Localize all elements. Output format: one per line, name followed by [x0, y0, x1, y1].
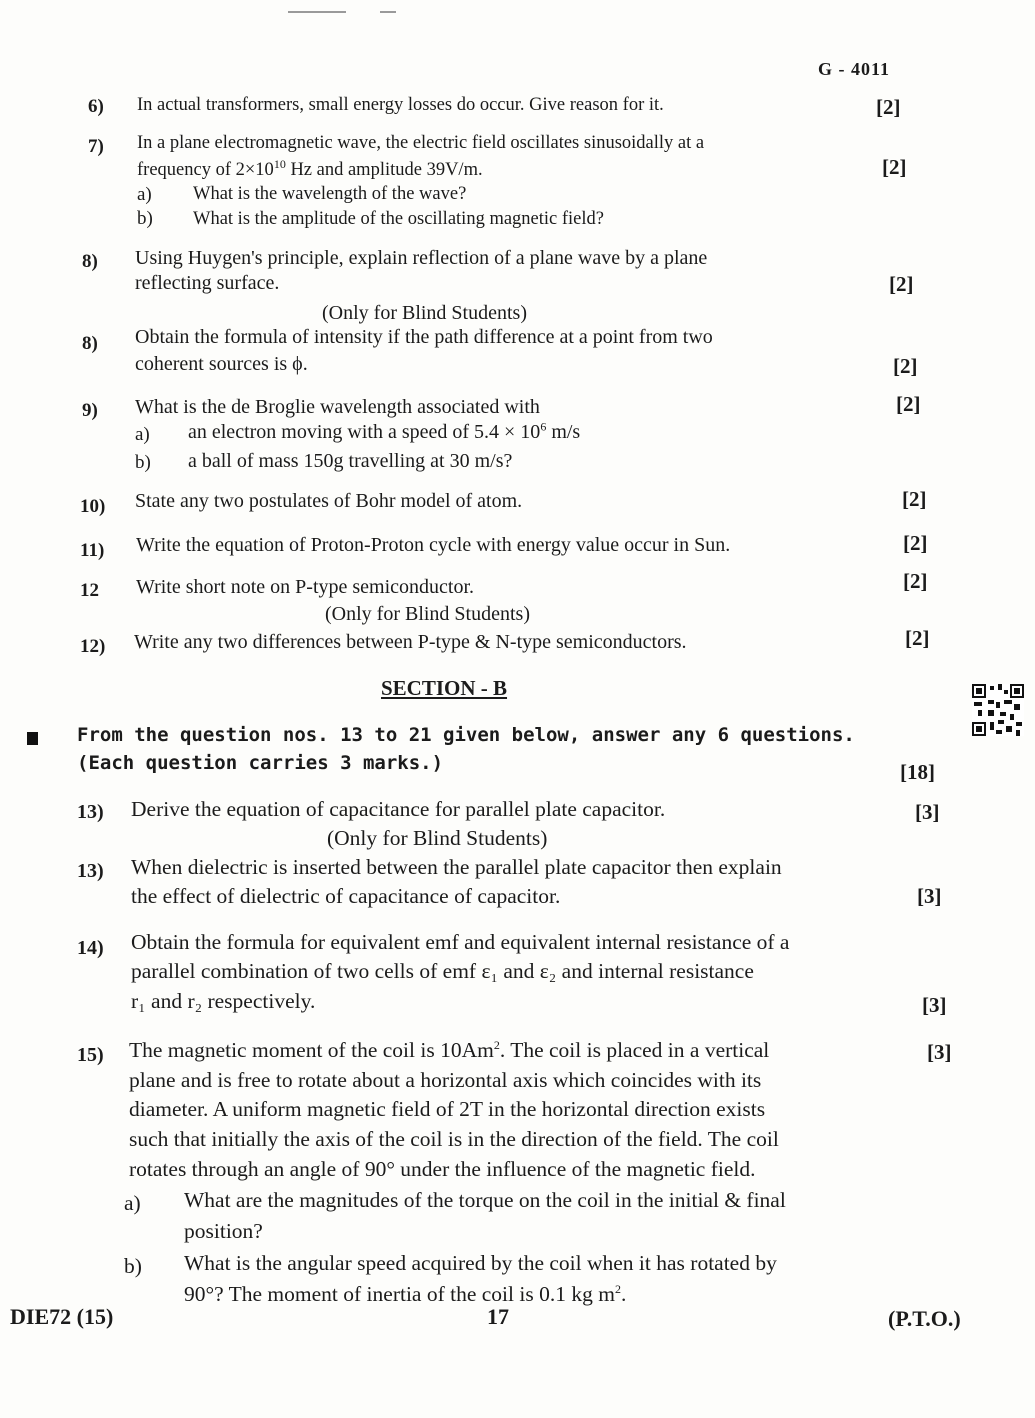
- question-number: 10): [80, 496, 106, 517]
- marks: [2]: [889, 272, 914, 296]
- question-number: 11): [80, 540, 105, 561]
- question-text-line-1: Obtain the formula of intensity if the path difference at a point from two: [135, 326, 713, 348]
- question-number: 9): [82, 400, 98, 421]
- question-text-line-1: When dielectric is inserted between the parallel plate capacitor then explain: [131, 855, 782, 879]
- question-text: In actual transformers, small energy losses do occur. Give reason for it.: [137, 95, 664, 115]
- blind-students-note: (Only for Blind Students): [322, 302, 527, 324]
- section-b-instruction: From the question nos. 13 to 21 given below, answer any 6 questions.: [77, 724, 855, 746]
- subpart-text-b-line-2: 90°? The moment of inertia of the coil is 0.1 kg $m^2$.: [184, 1281, 627, 1306]
- marks: [2]: [903, 569, 928, 593]
- question-number: 13): [77, 860, 104, 882]
- subpart-text-b: What is the amplitude of the oscillating magnetic field?: [193, 209, 604, 229]
- question-number: 6): [88, 96, 104, 117]
- top-rule-2: [380, 11, 396, 13]
- section-b-total-marks: [18]: [900, 760, 935, 784]
- question-number: 12): [80, 636, 106, 657]
- marks: [2]: [876, 95, 901, 119]
- question-text-line-2: coherent sources is ϕ.: [135, 353, 308, 375]
- footer-pto: (P.T.O.): [888, 1306, 961, 1331]
- question-number: 8): [82, 251, 98, 272]
- section-b-marks-note: (Each question carries 3 marks.): [77, 752, 444, 774]
- question-text-line-1: In a plane electromagnetic wave, the electric field oscillates sinusoidally at a: [137, 133, 705, 153]
- question-text: Derive the equation of capacitance for parallel plate capacitor.: [131, 797, 666, 821]
- marks: [3]: [922, 993, 947, 1017]
- question-text-line-3: r₁ and r₂ respectively.: [131, 989, 316, 1013]
- blind-students-note: (Only for Blind Students): [327, 826, 548, 850]
- subpart-label-a: a): [135, 424, 150, 445]
- section-b-title: SECTION - B: [381, 676, 508, 700]
- marks: [2]: [882, 155, 907, 179]
- question-text: State any two postulates of Bohr model of atom.: [135, 490, 523, 512]
- question-text: Write short note on P-type semiconductor.: [136, 576, 475, 598]
- subpart-text-b: a ball of mass 150g travelling at 30 m/s?: [188, 450, 513, 472]
- question-number: 15): [77, 1044, 104, 1066]
- question-text-line-2: the effect of dielectric of capacitance of capacitor.: [131, 884, 561, 908]
- question-number: 14): [77, 937, 104, 959]
- question-text: Write the equation of Proton-Proton cycle with energy value occur in Sun.: [136, 534, 731, 556]
- subpart-text-a: What is the wavelength of the wave?: [193, 184, 467, 204]
- question-text: What is the de Broglie wavelength associated with: [135, 396, 540, 418]
- question-number: 13): [77, 801, 104, 823]
- square-bullet-icon: [27, 732, 38, 745]
- subpart-text-a-line-2: position?: [184, 1219, 263, 1243]
- question-number: 12: [80, 580, 99, 601]
- question-number: 8): [82, 333, 98, 354]
- marks: [3]: [915, 800, 940, 824]
- question-text-line-2: parallel combination of two cells of emf ε₁ and ε₂ and internal resistance: [131, 959, 754, 983]
- marks: [2]: [893, 354, 918, 378]
- marks: [2]: [903, 531, 928, 555]
- subpart-label-b: b): [124, 1254, 142, 1278]
- question-text-line-5: rotates through an angle of 90° under the influence of the magnetic field.: [129, 1157, 756, 1181]
- subpart-text-b-line-1: What is the angular speed acquired by the coil when it has rotated by: [184, 1251, 777, 1275]
- marks: [3]: [917, 884, 942, 908]
- subpart-label-b: b): [137, 208, 153, 229]
- blind-students-note: (Only for Blind Students): [325, 603, 530, 625]
- qr-code-icon: [972, 684, 1024, 736]
- subpart-label-a: a): [124, 1191, 141, 1215]
- subpart-text-a-line-1: What are the magnitudes of the torque on the coil in the initial & final: [184, 1188, 786, 1212]
- top-rule-1: [288, 11, 346, 13]
- subpart-text-a: an electron moving with a speed of $5.4 \times 10^6$ m/s: [188, 419, 581, 443]
- question-text-line-4: such that initially the axis of the coil is in the direction of the field. The coil: [129, 1127, 779, 1151]
- question-text-line-1: The magnetic moment of the coil is 10Am$^2$. The coil is placed in a vertical: [129, 1037, 770, 1062]
- marks: [2]: [902, 487, 927, 511]
- question-text-line-2: frequency of $2\times 10^{10}$ Hz and amplitude 39V/m.: [137, 156, 483, 180]
- paper-code: G - 4011: [818, 59, 891, 79]
- question-text: Write any two differences between P-type & N-type semiconductors.: [134, 631, 687, 653]
- subpart-label-a: a): [137, 184, 152, 205]
- question-text-line-1: Obtain the formula for equivalent emf and equivalent internal resistance of a: [131, 930, 790, 954]
- question-text-line-2: plane and is free to rotate about a horizontal axis which coincides with its: [129, 1068, 762, 1092]
- marks: [2]: [905, 626, 930, 650]
- subpart-label-b: b): [135, 452, 151, 473]
- question-text-line-2: reflecting surface.: [135, 272, 280, 294]
- question-text-line-3: diameter. A uniform magnetic field of 2T in the horizontal direction exists: [129, 1097, 766, 1121]
- marks: [2]: [896, 392, 921, 416]
- question-text-line-1: Using Huygen's principle, explain reflection of a plane wave by a plane: [135, 247, 708, 269]
- question-number: 7): [88, 136, 104, 157]
- marks: [3]: [927, 1040, 952, 1064]
- page-number: 17: [487, 1304, 509, 1329]
- footer-code: DIE72 (15): [10, 1304, 114, 1329]
